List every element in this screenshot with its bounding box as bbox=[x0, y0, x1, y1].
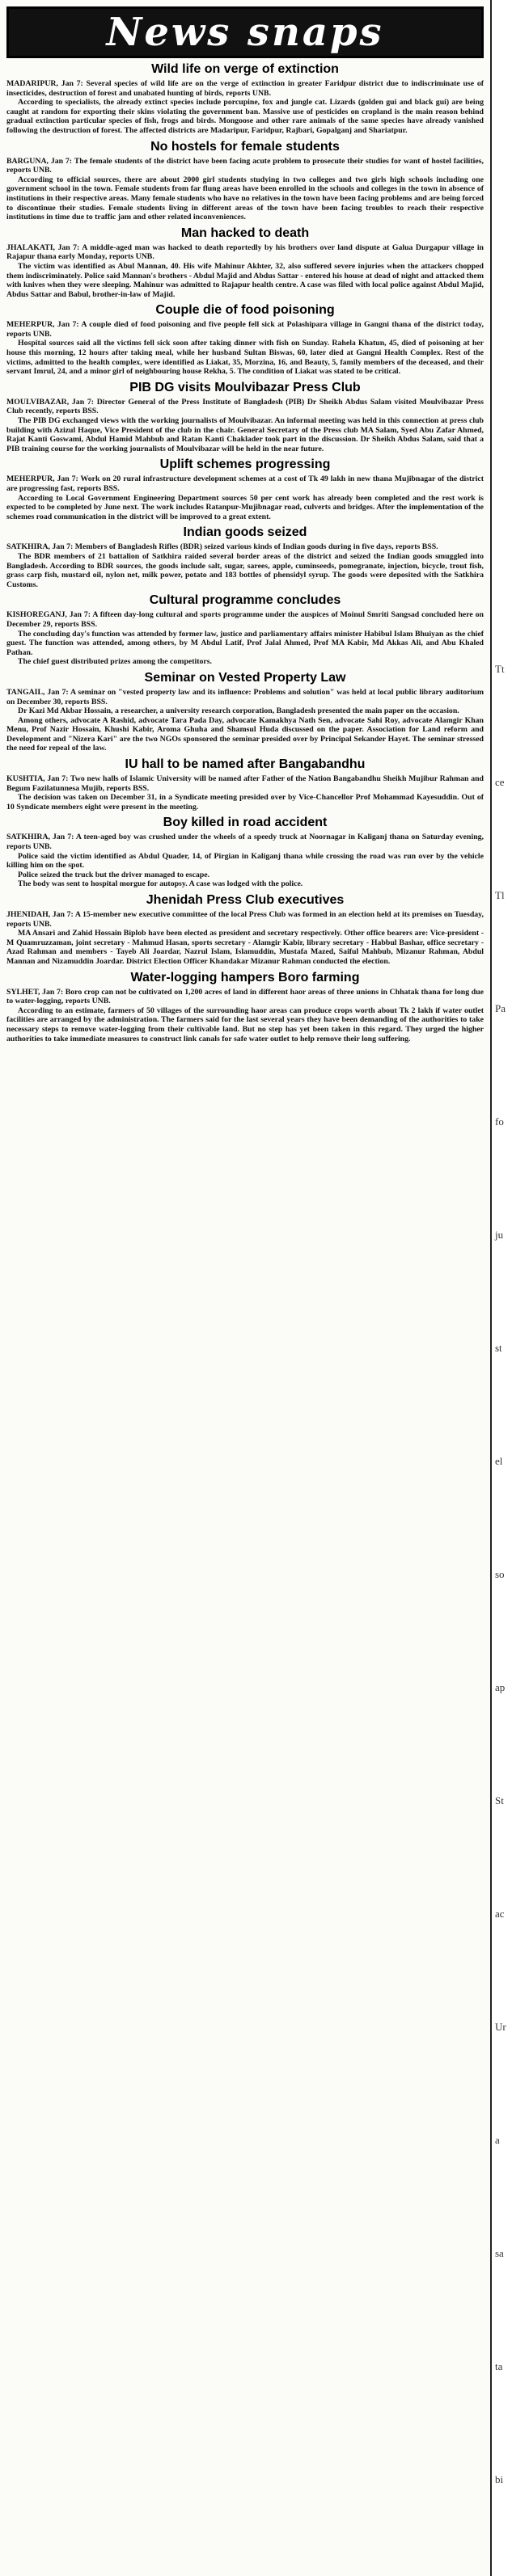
stories-container bbox=[0, 61, 490, 1043]
story-paragraph: Among others, advocate A Rashid, advocate Tara Pada Day, advocate Kamakhya Nath Sen, advocate Sahi Roy, advocate Alamgir Khan Menu, Prof Nazir Hossain, Khushi Kabir, Aroma Ghuha and Shamsul Huda discussed on the paper. Association for Land reform and Development and "Nizera Kari" are the two NGOs sponsored the seminar presided over by Principal Sekander Hayet. The seminar stressed the need for repeal of the law. bbox=[6, 715, 484, 753]
news-story bbox=[0, 670, 490, 753]
story-paragraph: The chief guest distributed prizes among the competitors. bbox=[18, 657, 212, 667]
story-paragraph: The victim was identified as Abul Mannan, 40. His wife Mahinur Akhter, 32, also suffered severe injuries when the attackers chopped them indiscriminately. Police said Mannan's brothers - Abdul Majid and Abdus Sattar - entered his house at dead of night and attacked them with knives when they were sleeping. Mahinur was admitted to Rajapur health centre. A case was filed with local police against Abdul Majid, Abdus Sattar and Babul, brother-in-law of Majid. bbox=[6, 261, 484, 299]
news-story bbox=[0, 970, 490, 1044]
story-headline: Man hacked to death bbox=[180, 226, 310, 240]
story-paragraph: MA Ansari and Zahid Hossain Biplob have been elected as president and secretary respectively. Other office bearers are: Vice-president - M Quamruzzaman, joint secretary - Mahmud Hasan, sports secretary - Alamgir Kabir, library secretary - Habbul Bashar, office secretary - Azad Rahman and members - Tayeb Ali Joardar, Nazrul Islam, Islamuddin, Mustafa Mazed, Saiful Mahbub, Mizanur Rahman, Abdul Mannan and Nizamuddin Joardar. District Election Officer Khandakar Mizanur Rahman conducted the election. bbox=[6, 929, 484, 966]
adjacent-column-text-fragment: bi bbox=[495, 2473, 504, 2485]
story-paragraph: Police said the victim identified as Abdul Quader, 14, of Pirgian in Kaliganj thana while crossing the road was run over by the vehicle killing him on the spot. bbox=[6, 851, 484, 871]
adjacent-column-text-fragment: Pa bbox=[495, 1002, 506, 1014]
story-paragraph: MEHERPUR, Jan 7: Work on 20 rural infrastructure development schemes at a cost of Tk 49 lakh in new thana Mujibnagar of the district are progressing fast, reports BSS. bbox=[6, 474, 484, 493]
story-headline: IU hall to be named after Bangabandhu bbox=[125, 757, 366, 772]
story-paragraph: According to official sources, there are about 2000 girl students studying in two colleges and two girls high schools including one government school in the town. Female students from far flung areas have been enrolled in the schools and colleges in the town in absence of institutions in their respective areas. Many female students who have no relatives in the town have been facing problems and are being forced to discontinue their studies. Female students living in different areas of the town have been facing troubles to reach their respective institutions in time due to traffic jam and other related inconveniences. bbox=[6, 175, 484, 222]
news-story bbox=[0, 525, 490, 589]
story-paragraph: The concluding day's function was attended by former law, justice and parliamentary affairs minister Habibul Islam Bhuiyan as the chief guest. The function was attended, among others, by M Abdul Latif, Prof Jalal Ahmed, Prof MA Kabir, Md Akkas Ali, and Abu Khaled Pathan. bbox=[6, 629, 484, 657]
news-story bbox=[0, 302, 490, 377]
story-headline: No hostels for female students bbox=[150, 139, 340, 154]
story-headline: Boy killed in road accident bbox=[163, 816, 328, 830]
story-paragraph: TANGAIL, Jan 7: A seminar on "vested property law and its influence: Problems and solution" was held at local public library auditorium on December 30, reports BSS. bbox=[6, 687, 484, 706]
story-headline: Couple die of food poisoning bbox=[155, 303, 335, 318]
adjacent-column-text-fragment: so bbox=[495, 1568, 505, 1580]
news-story bbox=[0, 457, 490, 521]
story-paragraph: According to specialists, the already extinct species include porcupine, fox and jungle cat. Lizards (golden gui and black gui) are being caught at random for exporting their skins violating the government ban. Massive use of pesticides on cropland is the main reason behind gradual extinction particular species of fish, frogs and birds. Mongoose and other rare animals of the same species have already vanished following the destruction of forest. The affected districts are Madaripur, Faridpur, Rajbari, Gopalganj and Shariatpur. bbox=[6, 98, 484, 135]
story-headline: Wild life on verge of extinction bbox=[151, 62, 339, 76]
news-story bbox=[0, 61, 490, 136]
news-story bbox=[0, 380, 490, 454]
adjacent-column-text-fragment: ce bbox=[495, 776, 505, 788]
news-story bbox=[0, 892, 490, 967]
adjacent-column-text-fragment: a bbox=[495, 2134, 500, 2146]
adjacent-column-fragment bbox=[492, 0, 512, 2576]
story-paragraph: Police seized the truck but the driver managed to escape. bbox=[18, 870, 210, 879]
news-story bbox=[0, 139, 490, 222]
news-story bbox=[0, 757, 490, 812]
adjacent-column-text-fragment: ac bbox=[495, 1908, 505, 1920]
adjacent-column-text-fragment: ap bbox=[495, 1681, 506, 1693]
story-paragraph: KISHOREGANJ, Jan 7: A fifteen day-long cultural and sports programme under the auspices of Moinul Smriti Sangsad concluded here on December 29, reports BSS. bbox=[6, 610, 484, 629]
story-paragraph: BARGUNA, Jan 7: The female students of the district have been facing acute problem to prosecute their studies for want of hostel facilities, reports UNB. bbox=[6, 156, 484, 175]
story-headline: Cultural programme concludes bbox=[149, 593, 341, 608]
adjacent-column-text-fragment: st bbox=[495, 1342, 502, 1354]
story-paragraph: Dr Kazi Md Akbar Hossain, a researcher, a university research corporation, Bangladesh presented the main paper on the occasion. bbox=[18, 706, 459, 716]
adjacent-column-text-fragment: ju bbox=[495, 1229, 504, 1241]
story-paragraph: KUSHTIA, Jan 7: Two new halls of Islamic University will be named after Father of the Nation Bangabandhu Sheikh Mujibur Rahman and Begum Fazilatunnesa Mujib, reports BSS. bbox=[6, 774, 484, 793]
story-paragraph: According to an estimate, farmers of 50 villages of the surrounding haor areas can produce crops worth about Tk 2 lakh if water outlet facilities are arranged by the administration. The farmers said for the last several years they have been demanding of the authorities to take necessary steps to remove water-logging from their cultivable land. But no step has yet been taken in this regard. They urged the higher authorities to take immediate measures to construct link canals for safe water outlet to help remove their long suffering. bbox=[6, 1006, 484, 1043]
adjacent-column-text-fragment: sa bbox=[495, 2247, 504, 2259]
masthead-title: News snaps bbox=[106, 10, 384, 55]
adjacent-column-text-fragment: fo bbox=[495, 1115, 504, 1128]
story-paragraph: The PIB DG exchanged views with the working journalists of Moulvibazar. An informal meeting was held in this connection at press club building with Azizul Haque, Vice President of the club in the chair. General Secretary of the Press club MA Salam, Syed Abu Zafar Ahmed, Rajat Kanti Goswami, Abdul Hamid Mahbub and Ratan Kanti Chaklader took part in the discussion. Dr Sheikh Abdus Salam, said that a PIB training course for the working journalists of Moulvibazar will be held in the near future. bbox=[6, 416, 484, 453]
story-headline: Jhenidah Press Club executives bbox=[146, 893, 345, 907]
adjacent-column-text-fragment: Ur bbox=[495, 2021, 506, 2033]
news-story bbox=[0, 226, 490, 300]
story-paragraph: JHENIDAH, Jan 7: A 15-member new executive committee of the local Press Club was formed in an election held at its premises on Tuesday, reports UNB. bbox=[6, 910, 484, 929]
story-paragraph: JHALAKATI, Jan 7: A middle-aged man was hacked to death reportedly by his brothers over land dispute at Galua Durgapur village in Rajapur thana early Monday, reports UNB. bbox=[6, 242, 484, 262]
adjacent-column-text-fragment: el bbox=[495, 1455, 503, 1467]
news-story bbox=[0, 592, 490, 667]
adjacent-column-text-fragment: St bbox=[495, 1794, 504, 1807]
story-paragraph: SATKHIRA, Jan 7: Members of Bangladesh Rifles (BDR) seized various kinds of Indian goods during in five days, reports BSS. bbox=[6, 542, 438, 552]
section-masthead bbox=[6, 6, 484, 58]
story-paragraph: MOULVIBAZAR, Jan 7: Director General of the Press Institute of Bangladesh (PIB) Dr Sheikh Abdus Salam visited Moulvibazar Press Club recently, reports BSS. bbox=[6, 397, 484, 416]
story-paragraph: The body was sent to hospital morgue for autopsy. A case was lodged with the police. bbox=[18, 879, 303, 889]
story-headline: Indian goods seized bbox=[183, 525, 307, 540]
story-paragraph: According to Local Government Engineering Department sources 50 per cent work has already been completed and the rest work is expected to be completed by June next. The work includes Ratanpur-Mujibnagar road, culverts and bridges. After the implementation of the schemes road communication in the district will be improved to a great extent. bbox=[6, 493, 484, 521]
story-paragraph: Hospital sources said all the victims fell sick soon after taking dinner with fish on Sunday. Rahela Khatun, 45, died of poisoning at her house this morning, 12 hours after taking meal, while her husband Sultan Biswas, 60, later died at Gangni Health Complex. Rest of the victims, admitted to the health complex, were identified as Liakat, 35, Morzina, 16, and Beauty, 5, family members of the deceased, and their servant Imrul, 24, and a minor girl of neighbouring house Rekha, 5. The condition of Liakat was stated to be critical. bbox=[6, 339, 484, 377]
story-paragraph: MEHERPUR, Jan 7: A couple died of food poisoning and five people fell sick at Polashipara village in Gangni thana of the district today, reports UNB. bbox=[6, 320, 484, 339]
adjacent-column-text-fragment: Tl bbox=[495, 889, 505, 901]
news-story bbox=[0, 815, 490, 889]
story-paragraph: The BDR members of 21 battalion of Satkhira raided several border areas of the district and seized the Indian goods smuggled into Bangladesh. According to BDR sources, the goods include salt, sugar, sarees, apple, cuminseeds, pomegranate, injection, bicycle, trout fish, grass carp fish, mustard oil, nylon net, milk power, potato and 183 bottles of phensidyl syrup. The goods were deposited with the Satkhira Customs. bbox=[6, 551, 484, 589]
story-headline: Water-logging hampers Boro farming bbox=[130, 970, 360, 984]
story-headline: PIB DG visits Moulvibazar Press Club bbox=[129, 380, 361, 394]
story-paragraph: SYLHET, Jan 7: Boro crop can not be cultivated on 1,200 acres of land in different haor areas of three unions in Chhatak thana for long due to water-logging, reports UNB. bbox=[6, 987, 484, 1006]
story-paragraph: MADARIPUR, Jan 7: Several species of wild life are on the verge of extinction in greater Faridpur district due to indiscriminate use of insecticides, destruction of forest and unabated hunting of birds, reports UNB. bbox=[6, 79, 484, 98]
story-headline: Uplift schemes progressing bbox=[159, 457, 331, 472]
adjacent-column-text-fragment: Tt bbox=[495, 663, 505, 675]
story-paragraph: The decision was taken on December 31, in a Syndicate meeting presided over by Vice-Chancellor Prof Mohammad Kayesuddin. Out of 10 Syndicate members eight were present in the meeting. bbox=[6, 793, 484, 812]
adjacent-column-text-fragment: ta bbox=[495, 2360, 503, 2372]
story-headline: Seminar on Vested Property Law bbox=[144, 670, 346, 685]
story-paragraph: SATKHIRA, Jan 7: A teen-aged boy was crushed under the wheels of a speedy truck at Noornagar in Kaliganj thana on Saturday evening, reports UNB. bbox=[6, 833, 484, 852]
